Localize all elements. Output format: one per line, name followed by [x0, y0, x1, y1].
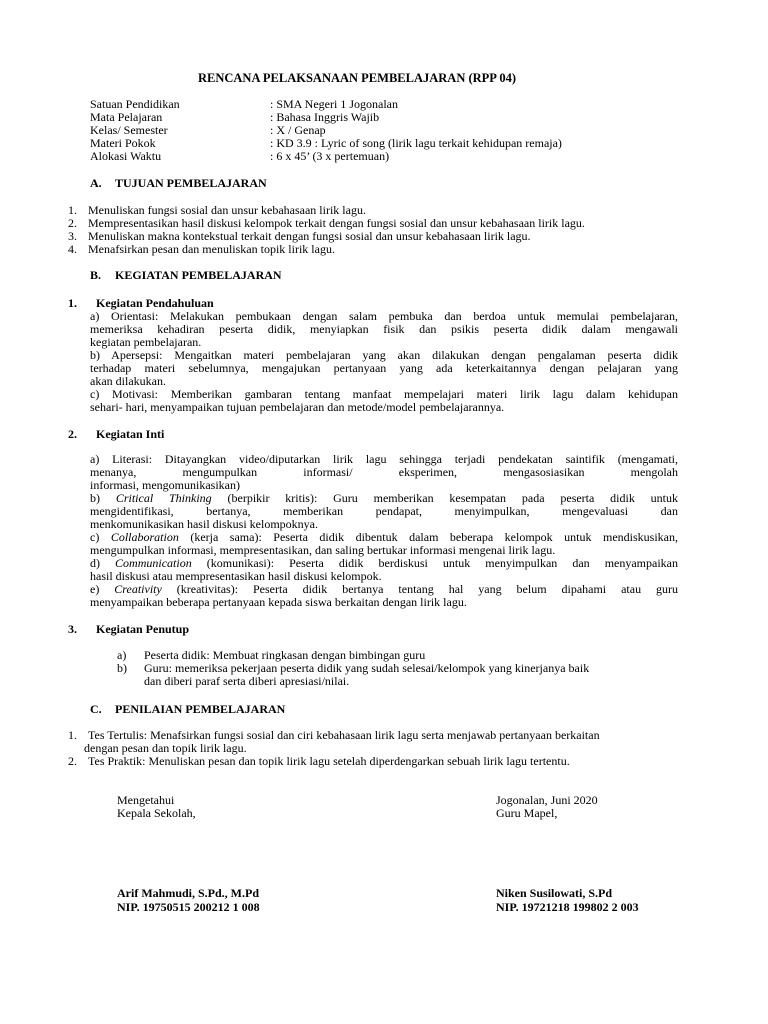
paragraph-line: b) Apersepsi: Mengaitkan materi pembelajaran yang akan dilakukan dengan pengalaman peserta didik	[90, 348, 678, 362]
list-item: 2. Mempresentasikan hasil diskusi kelompok terkait dengan fungsi sosial dan unsur kebahasaan lirik lagu.	[68, 216, 585, 230]
signature-left-name: Arif Mahmudi, S.Pd., M.Pd	[117, 886, 260, 900]
info-key: Materi Pokok	[90, 136, 156, 150]
signature-left-role: Kepala Sekolah,	[117, 806, 196, 820]
subsection-heading-penutup: 3. Kegiatan Penutup	[68, 622, 190, 636]
info-row	[90, 150, 389, 163]
signature-right-name: Niken Susilowati, S.Pd	[496, 886, 613, 900]
list-item: a) Peserta didik: Membuat ringkasan dengan bimbingan guru	[117, 648, 426, 662]
signature-left-label: Mengetahui	[117, 793, 175, 807]
penutup-list	[117, 649, 679, 688]
info-value: : Bahasa Inggris Wajib	[270, 110, 380, 124]
list-item: 2. Tes Praktik: Menuliskan pesan dan topik lirik lagu setelah diperdengarkan sebuah lirik lagu tertentu.	[68, 754, 570, 768]
list-item-continuation: dengan pesan dan topik lirik lagu.	[84, 741, 247, 755]
paragraph-line: mengidentifikasi, bertanya, memberikan pendapat, menyimpulkan, mengevaluasi dan	[90, 504, 678, 518]
paragraph-line: a) Literasi: Ditayangkan video/diputarkan lirik lagu sehingga terjadi pendekatan saintifik (mengamati,	[90, 452, 678, 466]
section-heading-a	[90, 177, 267, 190]
italic-term: Collaboration	[110, 530, 179, 544]
info-key: Mata Pelajaran	[90, 110, 163, 124]
signature-left-nip: NIP. 19750515 200212 1 008	[117, 900, 260, 914]
subsection-heading-inti: 2. Kegiatan Inti	[68, 427, 165, 441]
signature-right-place-date: Jogonalan, Juni 2020	[496, 793, 598, 807]
subsection-heading-pendahuluan: 1. Kegiatan Pendahuluan	[68, 296, 214, 310]
info-value: : 6 x 45’ (3 x pertemuan)	[270, 149, 390, 163]
section-title: PENILAIAN PEMBELAJARAN	[115, 702, 286, 716]
list-item: b) Guru: memeriksa pekerjaan peserta didik yang sudah selesai/kelompok yang kinerjanya baik	[117, 661, 590, 675]
paragraph-line: hasil diskusi atau mempresentasikan hasil diskusi kelompok.	[90, 569, 382, 583]
section-heading-c	[90, 703, 285, 716]
list-item-continuation: dan diberi paraf serta diberi apresiasi/nilai.	[144, 674, 350, 688]
list-item: 3. Menuliskan makna kontekstual terkait dengan fungsi sosial dan unsur kebahasaan lirik lagu.	[68, 229, 531, 243]
paragraph-line: c) Collaboration (kerja sama): Peserta didik dibentuk dalam beberapa kelompok untuk mendiskusikan,	[90, 530, 678, 544]
paragraph-line: menyampaikan beberapa pertanyaan kepada siswa berkaitan dengan lirik lagu.	[90, 595, 467, 609]
paragraph-line: a) Orientasi: Melakukan pembukaan dengan salam pembuka dan berdoa untuk memulai pembelajaran,	[90, 309, 678, 323]
paragraph-line: informasi, mengomunikasikan)	[90, 478, 240, 492]
paragraph-line: akan dilakukan.	[90, 374, 166, 388]
info-value: : KD 3.9 : Lyric of song (lirik lagu terkait kehidupan remaja)	[270, 136, 562, 150]
pendahuluan-paragraphs	[90, 310, 678, 414]
info-value: : SMA Negeri 1 Jogonalan	[270, 97, 398, 111]
list-item: 1. Tes Tertulis: Menafsirkan fungsi sosial dan ciri kebahasaan lirik lagu serta menjawab pertanyaan berkaitan	[68, 728, 600, 742]
paragraph-line: menkomunikasikan hasil diskusi kelompoknya.	[90, 517, 318, 531]
italic-term: Communication	[115, 556, 192, 570]
paragraph-line: c) Motivasi: Memberikan gambaran tentang manfaat mempelajari materi lirik lagu dalam kehidupan	[90, 387, 678, 401]
list-item: 4. Menafsirkan pesan dan menuliskan topik lirik lagu.	[68, 242, 335, 256]
italic-term: Creativity	[114, 582, 162, 596]
document-title: RENCANA PELAKSANAAN PEMBELAJARAN (RPP 04)	[197, 71, 517, 85]
paragraph-line: b) Critical Thinking (berpikir kritis): Guru memberikan kesempatan pada peserta didik untuk	[90, 491, 678, 505]
section-title: KEGIATAN PEMBELAJARAN	[115, 268, 282, 282]
info-value: : X / Genap	[270, 123, 326, 137]
paragraph-line: kegiatan pembelajaran.	[90, 335, 202, 349]
info-key: Alokasi Waktu	[90, 149, 162, 163]
paragraph-line: sehari- hari, menyampaikan tujuan pembelajaran dan metode/model pembelajarannya.	[90, 400, 505, 414]
info-key: Satuan Pendidikan	[90, 97, 180, 111]
paragraph-line: e) Creativity (kreativitas): Peserta didik bertanya tentang hal yang belum dipahami atau guru	[90, 582, 678, 596]
section-letter: A.	[90, 176, 102, 190]
paragraph-line: d) Communication (komunikasi): Peserta didik berdiskusi untuk menyimpulkan dan menyampaikan	[90, 556, 678, 570]
paragraph-line: menanya, mengumpulkan informasi/ eksperimen, mengasosiasikan mengolah	[90, 465, 678, 479]
objectives-list	[68, 204, 688, 256]
paragraph-line: terhadap materi sebelumnya, mengajukan pertanyaan yang ada keterkaitannya dengan pelajaran yang	[90, 361, 678, 375]
section-letter: C.	[90, 702, 102, 716]
signature-right-nip: NIP. 19721218 199802 2 003	[496, 900, 639, 914]
list-item: 1. Menuliskan fungsi sosial dan unsur kebahasaan lirik lagu.	[68, 203, 366, 217]
signature-right-role: Guru Mapel,	[496, 806, 558, 820]
assessment-list	[68, 729, 688, 768]
section-title: TUJUAN PEMBELAJARAN	[115, 176, 267, 190]
italic-term: Critical Thinking	[115, 491, 212, 505]
section-heading-b	[90, 269, 282, 282]
info-key: Kelas/ Semester	[90, 123, 168, 137]
section-letter: B.	[90, 268, 102, 282]
paragraph-line: mengumpulkan informasi, mempresentasikan, dan saling bertukar informasi mengenai lirik lagu.	[90, 543, 556, 557]
inti-paragraphs	[90, 453, 678, 609]
paragraph-line: memeriksa kehadiran peserta didik, menyiapkan fisik dan psikis peserta didik dalam mengawali	[90, 322, 678, 336]
